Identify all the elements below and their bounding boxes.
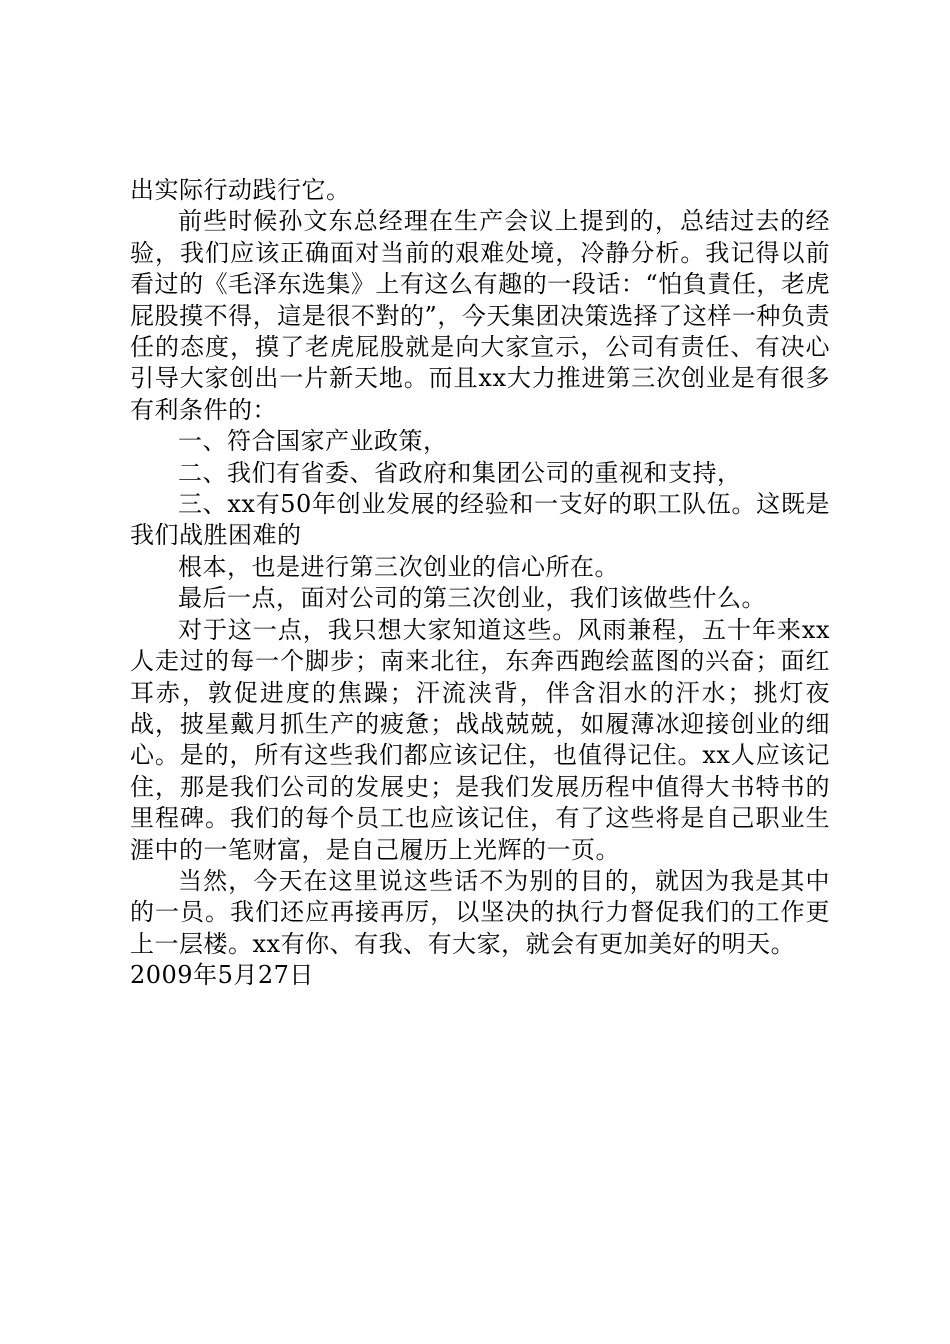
paragraph-2: 前些时候孙文东总经理在生产会议上提到的，总结过去的经验，我们应该正确面对当前的艰难处境，冷静分析。我记得以前看过的《毛泽东选集》上有这么有趣的一段话：“怕負責任，老虎屁股摸不得，這是很不對的”，今天集团决策选择了这样一种负责任的态度，摸了老虎屁股就是向大家宣示，公司有责任、有决心引导大家创出一片新天地。而且xx大力推进第三次创业是有很多有利条件的：	[130, 207, 830, 424]
paragraph-5: 三、xx有50年创业发展的经验和一支好的职工队伍。这既是我们战胜困难的	[130, 490, 830, 550]
paragraph-3: 一、符合国家产业政策，	[178, 427, 448, 456]
document-body	[130, 175, 830, 992]
paragraph-8: 对于这一点，我只想大家知道这些。风雨兼程，五十年来xx人走过的每一个脚步；南来北往，东奔西跑绘蓝图的兴奋；面红耳赤，敦促进度的焦躁；汗流浃背，伴含泪水的汗水；挑灯夜战，披星戴月抓生产的疲惫；战战兢兢，如履薄冰迎接创业的细心。是的，所有这些我们都应该记住，也值得记住。xx人应该记住，那是我们公司的发展史；是我们发展历程中值得大书特书的里程碑。我们的每个员工也应该记住，有了这些将是自己职业生涯中的一笔财富，是自己履历上光辉的一页。	[130, 615, 830, 864]
paragraph-6: 根本，也是进行第三次创业的信心所在。	[178, 552, 619, 581]
document-date: 2009年5月27日	[130, 961, 314, 990]
paragraph-9: 当然，今天在这里说这些话不为别的目的，就因为我是其中的一员。我们还应再接再厉，以坚决的执行力督促我们的工作更上一层楼。xx有你、有我、有大家，就会有更加美好的明天。	[130, 866, 830, 958]
paragraph-4: 二、我们有省委、省政府和集团公司的重视和支持，	[178, 458, 742, 487]
paragraph-1: 出实际行动践行它。	[130, 176, 351, 204]
paragraph-7: 最后一点，面对公司的第三次创业，我们该做些什么。	[178, 584, 766, 613]
